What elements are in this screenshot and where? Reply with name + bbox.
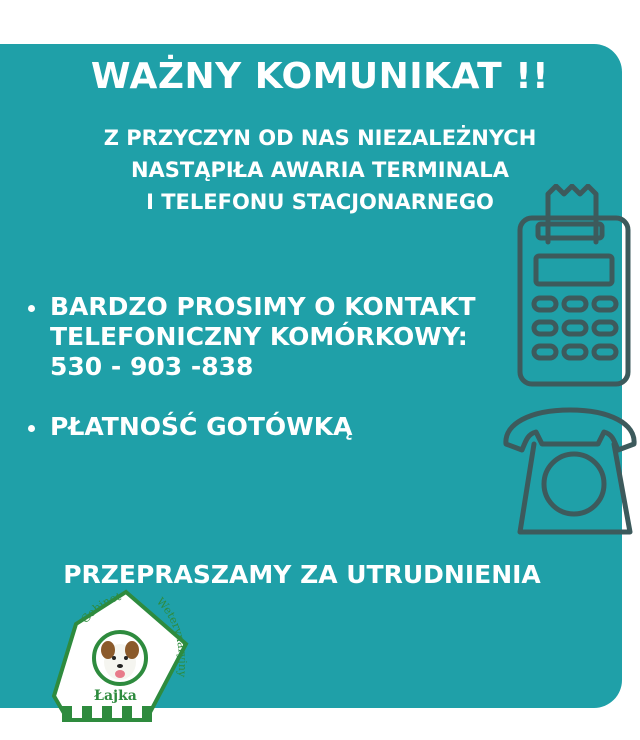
- apology-text: PRZEPRASZAMY ZA UTRUDNIENIA: [63, 560, 541, 589]
- contact-notice: [24, 292, 504, 382]
- contact-phone-number: 530 - 903 -838: [50, 352, 254, 381]
- intro-line: I TELEFONU STACJONARNEGO: [146, 190, 494, 214]
- landline-phone-icon: [500, 404, 640, 538]
- contact-line: TELEFONICZNY KOMÓRKOWY:: [50, 322, 468, 351]
- payment-line: PŁATNOŚĆ GOTÓWKĄ: [50, 412, 353, 441]
- clinic-logo: [48, 588, 194, 734]
- intro-line: Z PRZYCZYN OD NAS NIEZALEŻNYCH: [103, 126, 537, 150]
- announcement-title: WAŻNY KOMUNIKAT !!: [90, 56, 550, 97]
- intro-line: NASTĄPIŁA AWARIA TERMINALA: [130, 158, 510, 182]
- logo-text-gabinet: Gabinet: [78, 589, 123, 626]
- logo-text-lajka: Łajka: [94, 688, 137, 704]
- bullet-dot-icon: [28, 305, 35, 312]
- bullet-dot-icon: [28, 425, 35, 432]
- notice-list: [24, 292, 504, 442]
- logo-text-weterynaryjny: Weterynaryjny: [153, 595, 190, 678]
- contact-line: BARDZO PROSIMY O KONTAKT: [50, 292, 476, 321]
- payment-notice: [24, 412, 504, 442]
- payment-terminal-icon: [512, 184, 640, 388]
